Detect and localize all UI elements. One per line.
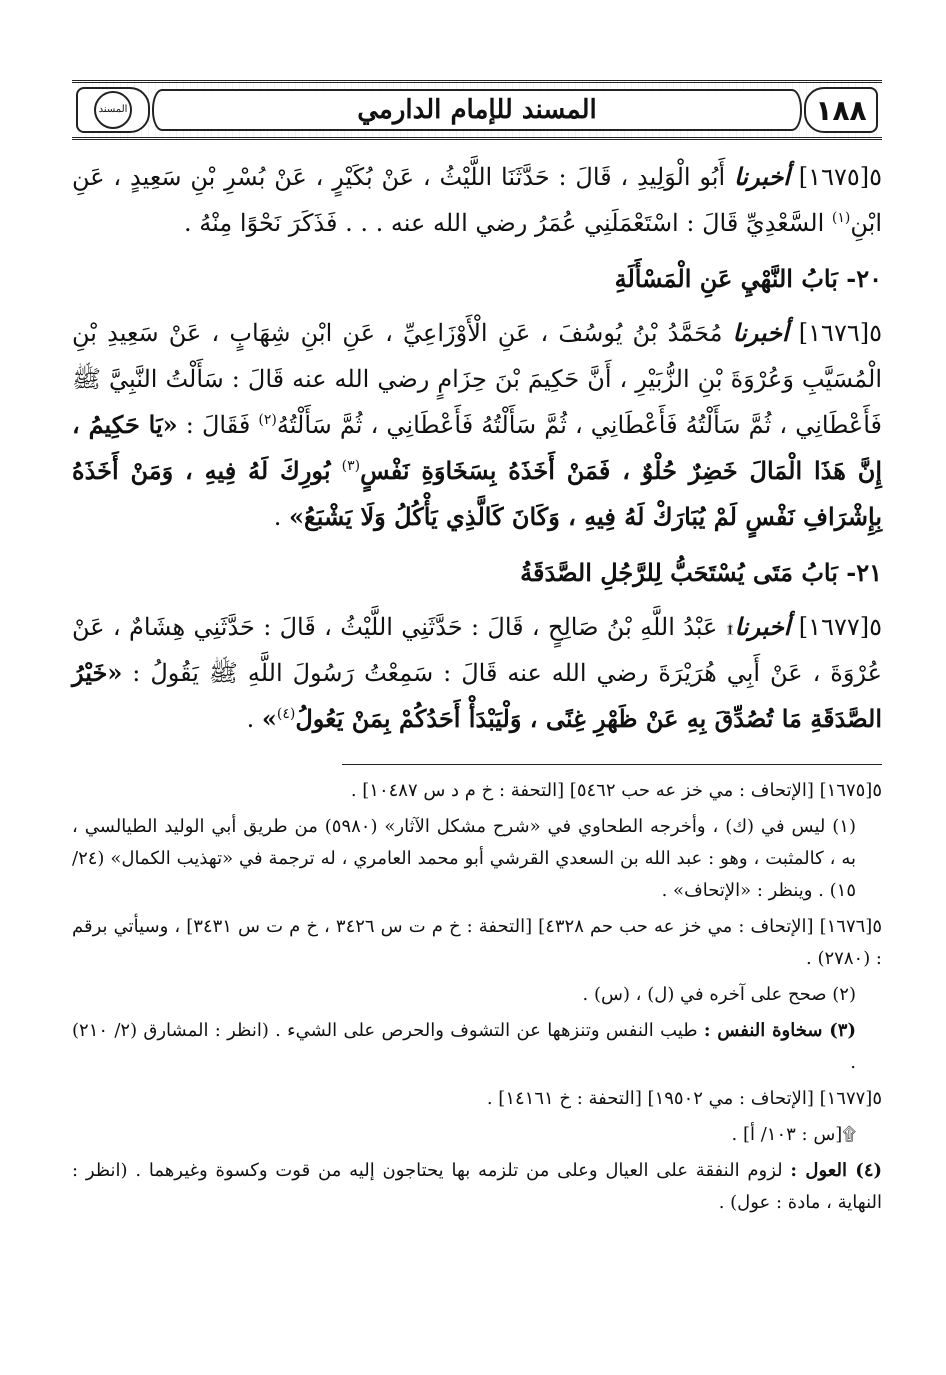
hadith-1675 (72, 154, 882, 246)
chapter-heading: ٢١- بَابُ مَتَى يُسْتَحَبُّ لِلرَّجُلِ الصَّدَقَةُ (520, 558, 882, 587)
footnote-ref: (١) (831, 210, 851, 226)
ornament-seal-icon: المسند (94, 91, 132, 129)
sentence-end: . (246, 705, 262, 733)
prophetic-quote: «يَا حَكِيمُ ، إِنَّ هَذَا الْمَالَ خَضِرٌ حُلْوٌ ، فَمَنْ أَخَذَهُ بِسَخَاوَةِ نَفْسٍ (72, 410, 882, 485)
chapter-heading: ٢٠- بَابُ النَّهْيِ عَنِ الْمَسْأَلَةِ (614, 264, 882, 293)
sentence-end: . (273, 503, 290, 531)
header-ornament (76, 87, 150, 133)
hadith-1676 (72, 310, 882, 540)
hadith-text: مُحَمَّدُ بْنُ يُوسُفَ ، عَنِ الْأَوْزَاعِيِّ ، عَنِ ابْنِ شِهَابٍ ، عَنْ سَعِيدِ بْنِ الْمُسَيَّبِ وَعُرْوَةَ بْنِ الزُّبَيْرِ ، أَنَّ حَكِيمَ بْنَ حِزَامٍ رضي الله عنه قَالَ : سَأَلْتُ النَّبِيَّ ﷺ فَأَعْطَانِي ، ثُمَّ سَأَلْتُهُ فَأَعْطَانِي ، ثُمَّ سَأَلْتُهُ فَأَعْطَانِي ، ثُمَّ سَأَلْتُهُ (72, 319, 882, 439)
akhbarana-label: أخبرنا (733, 162, 790, 191)
akhbarana-label: أخبرنا (732, 318, 789, 347)
footnote-1677: ٥[١٦٧٧] [الإتحاف : مي ١٩٥٠٢] [التحفة : خ ١٤١٦١] . (486, 1088, 882, 1109)
footnote-3 (72, 1015, 882, 1079)
footnote-ref: (٢) (258, 412, 277, 428)
footnote-text: لزوم النفقة على العيال وعلى من تلزمه بها يحتاجون إليه من قوت وكسوة وغيرهما . (انظر : النهاية ، مادة : عول) . (72, 1160, 882, 1213)
page-number-box (804, 87, 878, 133)
footnote-text: طيب النفس وتنزهها عن التشوف والحرص على الشيء . (انظر : المشارق (٢/ ٢١٠) . (72, 1020, 856, 1073)
book-page (72, 80, 882, 1223)
hadith-text: عَبْدُ اللَّهِ بْنُ صَالِحٍ ، قَالَ : حَدَّثَنِي اللَّيْثُ ، قَالَ : حَدَّثَنِي هِشَامٌ ، عَنْ عُرْوَةَ ، عَنْ أَبِي هُرَيْرَةَ رضي الله عنه قَالَ : سَمِعْتُ رَسُولَ اللَّهِ ﷺ يَقُولُ : (72, 613, 882, 687)
header-title-frame (152, 89, 802, 131)
main-text (72, 154, 882, 742)
hadith-text: السَّعْدِيِّ قَالَ : اسْتَعْمَلَنِي عُمَرُ رضي الله عنه . . . فَذَكَرَ نَحْوًا مِنْهُ . (184, 209, 825, 237)
footnote-term: (٤) العول : (790, 1160, 883, 1181)
footnote-ref: (٣) (341, 458, 361, 474)
footnotes (72, 775, 882, 1219)
prophetic-quote: » (261, 704, 277, 733)
manuscript-marker-icon: ۩ (725, 613, 735, 641)
hadith-number: ٥[١٦٧٥] (798, 163, 882, 191)
hadith-number: ٥[١٦٧٧] (798, 613, 882, 641)
page-header (72, 80, 882, 140)
prophetic-quote: «خَيْرُ الصَّدَقَةِ مَا تُصُدِّقَ بِهِ عَنْ ظَهْرِ غِنًى ، وَلْيَبْدَأْ أَحَدُكُمْ بِمَنْ يَعُولُ (72, 658, 882, 733)
footnote-marker: ۩[س : ١٠٣/ أ] . (731, 1124, 856, 1145)
footnote-1675: ٥[١٦٧٥] [الإتحاف : مي خز عه حب ٥٤٦٢] [التحفة : خ م د س ١٠٤٨٧] . (350, 780, 882, 801)
footnote-4 (72, 1155, 882, 1219)
footnote-1: (١) ليس في (ك) ، وأخرجه الطحاوي في «شرح مشكل الآثار» (٥٩٨٠) من طريق أبي الوليد الطيالسي ، به ، كالمثبت ، وهو : عبد الله بن السعدي القرشي أبو محمد العامري ، له ترجمة في «تهذيب الكمال» (٢٤/ ١٥) . وينظر : «الإتحاف» . (72, 816, 856, 901)
prophetic-quote: بُورِكَ لَهُ فِيهِ ، وَمَنْ أَخَذَهُ بِإِشْرَافِ نَفْسٍ لَمْ يُبَارَكْ لَهُ فِيهِ ، وَكَانَ كَالَّذِي يَأْكُلُ وَلَا يَشْبَعُ» (72, 456, 882, 531)
hadith-number: ٥[١٦٧٦] (798, 319, 882, 347)
footnote-term: (٣) سخاوة النفس : (703, 1020, 856, 1041)
hadith-1677 (72, 604, 882, 742)
footnote-ref: (٤) (276, 706, 296, 722)
akhbarana-label: أخبرنا (734, 612, 791, 641)
page-number: ١٨٨ (815, 93, 867, 127)
hadith-text: فَقَالَ : (185, 411, 251, 439)
footnote-2: (٢) صحح على آخره في (ل) ، (س) . (582, 984, 856, 1005)
footnote-divider (342, 764, 882, 765)
header-title: المسند للإمام الدارمي (357, 95, 597, 125)
footnote-1676: ٥[١٦٧٦] [الإتحاف : مي خز عه حب حم ٤٣٢٨] [التحفة : خ م ت س ٣٤٢٦ ، خ م ت س ٣٤٣١] ، وسيأتي برقم : (٢٧٨٠) . (72, 916, 882, 969)
hadith-text: أَبُو الْوَلِيدِ ، قَالَ : حَدَّثَنَا اللَّيْثُ ، عَنْ بُكَيْرٍ ، عَنْ بُسْرِ بْنِ سَعِيدٍ ، عَنِ ابْنِ (72, 163, 882, 237)
